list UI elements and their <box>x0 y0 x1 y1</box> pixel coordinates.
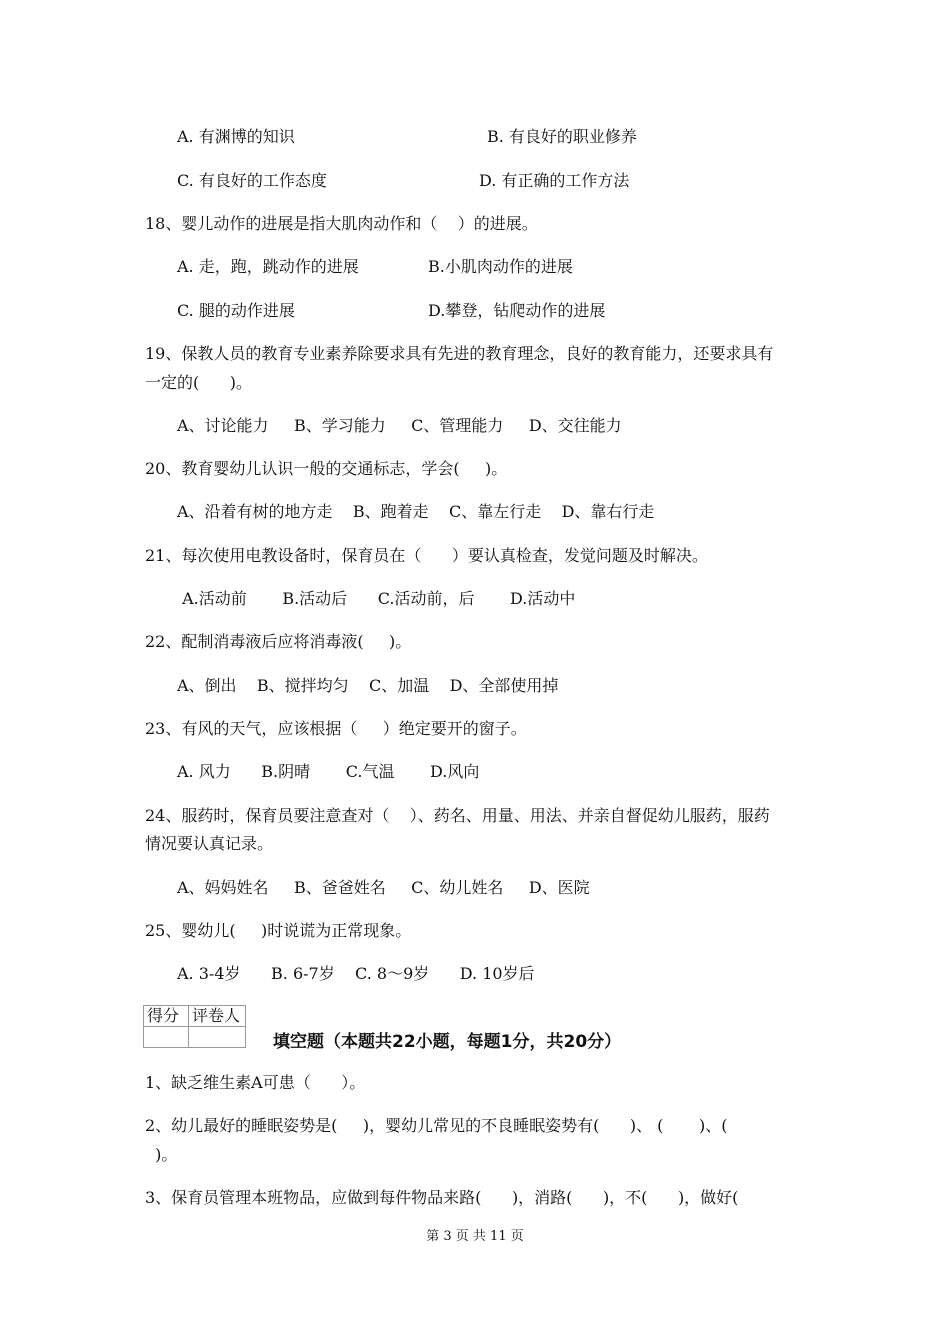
q19-stem-line2: 一定的( )。 <box>145 373 253 392</box>
page-footer: 第 3 页 共 11 页 <box>426 1229 524 1244</box>
q25-options: A. 3-4岁 B. 6-7岁 C. 8～9岁 D. 10岁后 <box>177 964 535 983</box>
grader-cell <box>189 1027 246 1048</box>
fill-q1: 1、缺乏维生素A可患（ ）。 <box>145 1073 366 1092</box>
q23-options: A. 风力 B.阴晴 C.气温 D.风向 <box>177 762 480 781</box>
q17-option-a: A. 有渊博的知识 <box>177 127 295 146</box>
fill-q2-line2: )。 <box>145 1145 178 1164</box>
q21-stem: 21、每次使用电教设备时，保育员在（ ）要认真检查，发觉问题及时解决。 <box>145 546 708 565</box>
q22-stem: 22、配制消毒液后应将消毒液( )。 <box>145 632 412 651</box>
q24-options: A、妈妈姓名 B、爸爸姓名 C、幼儿姓名 D、医院 <box>177 878 590 897</box>
q20-stem: 20、教育婴幼儿认识一般的交通标志，学会( )。 <box>145 459 508 478</box>
fill-q3: 3、保育员管理本班物品，应做到每件物品来路( )，消路( )，不( )，做好( <box>145 1188 739 1207</box>
score-label: 得分 <box>144 1006 189 1027</box>
section-title: 填空题（本题共22小题，每题1分，共20分） <box>273 1032 622 1052</box>
q18-option-c: C. 腿的动作进展 <box>177 301 295 320</box>
q25-stem: 25、婴幼儿( )时说谎为正常现象。 <box>145 921 412 940</box>
q18-option-a: A. 走，跑，跳动作的进展 <box>177 257 359 276</box>
q18-option-b: B.小肌肉动作的进展 <box>428 257 573 276</box>
grader-label: 评卷人 <box>189 1006 246 1027</box>
q21-options: A.活动前 B.活动后 C.活动前，后 D.活动中 <box>177 589 576 608</box>
q24-stem-line2: 情况要认真记录。 <box>145 834 274 853</box>
q17-option-d: D. 有正确的工作方法 <box>479 171 630 190</box>
q22-options: A、倒出 B、搅拌均匀 C、加温 D、全部使用掉 <box>177 676 559 695</box>
q18-stem: 18、婴儿动作的进展是指大肌肉动作和（ ）的进展。 <box>145 214 538 233</box>
q19-stem-line1: 19、保教人员的教育专业素养除要求具有先进的教育理念，良好的教育能力，还要求具有 <box>145 344 774 363</box>
q24-stem-line1: 24、服药时，保育员要注意查对（ ）、药名、用量、用法、并亲自督促幼儿服药，服药 <box>145 806 770 825</box>
fill-q2-line1: 2、幼儿最好的睡眠姿势是( )，婴幼儿常见的不良睡眠姿势有( )、 ( )、( <box>145 1116 728 1135</box>
q18-option-d: D.攀登，钻爬动作的进展 <box>428 301 606 320</box>
q20-options: A、沿着有树的地方走 B、跑着走 C、靠左行走 D、靠右行走 <box>177 502 655 521</box>
q19-options: A、讨论能力 B、学习能力 C、管理能力 D、交往能力 <box>177 416 622 435</box>
score-cell <box>144 1027 189 1048</box>
q17-option-b: B. 有良好的职业修养 <box>487 127 637 146</box>
score-box <box>143 1005 246 1048</box>
q23-stem: 23、有风的天气，应该根据（ ）绝定要开的窗子。 <box>145 719 527 738</box>
q17-option-c: C. 有良好的工作态度 <box>177 171 327 190</box>
